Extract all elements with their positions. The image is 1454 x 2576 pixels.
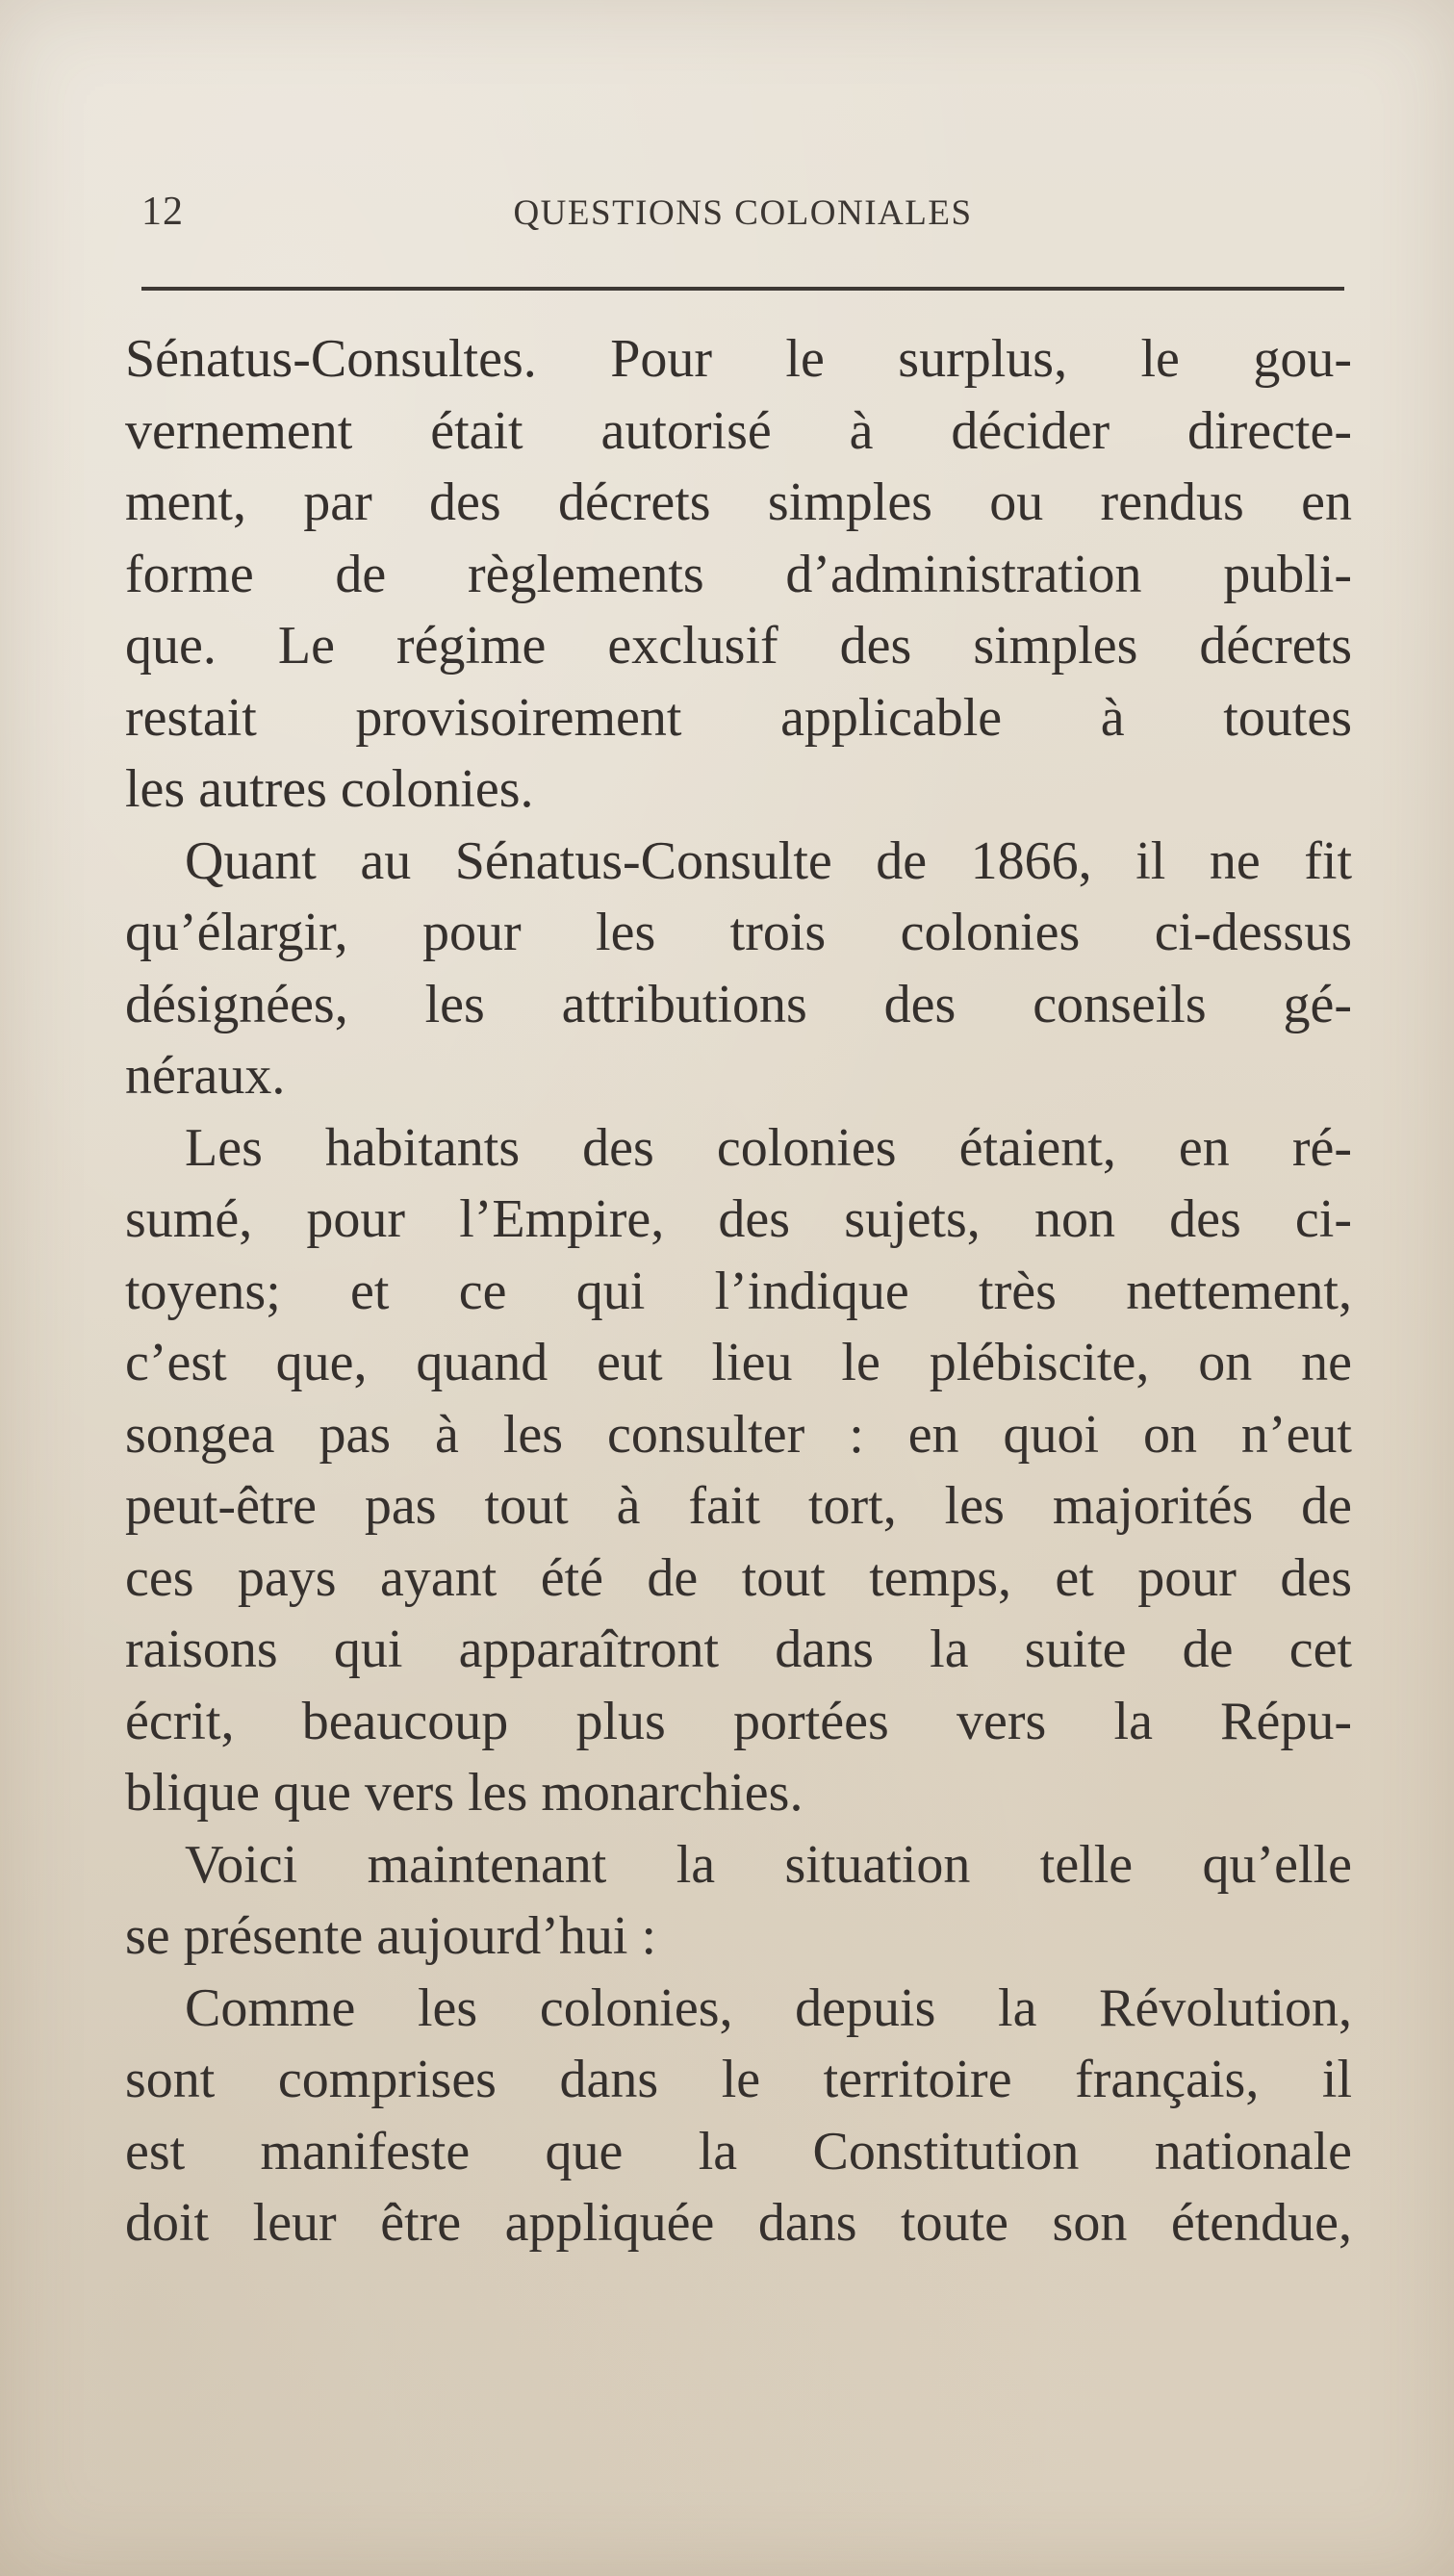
header-rule	[141, 287, 1344, 291]
text-line: Quant au Sénatus-Consulte de 1866, il ne fit	[185, 830, 1352, 891]
text-line: restait provisoirement applicable à toutes	[125, 687, 1352, 748]
text-line: néraux.	[125, 1046, 286, 1106]
text-line: désignées, les attributions des conseils gé-	[125, 974, 1352, 1034]
text-line: raisons qui apparaîtront dans la suite de cet	[125, 1620, 1352, 1679]
text-line: Les habitants des colonies étaient, en ré-	[185, 1117, 1352, 1178]
page-header	[141, 189, 1344, 246]
text-line: c’est que, quand eut lieu le plébiscite, on ne	[125, 1333, 1352, 1392]
text-line: toyens; et ce qui l’indique très nettement,	[125, 1261, 1352, 1321]
text-line: écrit, beaucoup plus portées vers la Répu-	[125, 1691, 1352, 1751]
text-line: que. Le régime exclusif des simples décrets	[125, 616, 1352, 676]
text-line: vernement était autorisé à décider directe-	[125, 400, 1352, 461]
body-text	[125, 323, 1352, 2259]
text-line: Voici maintenant la situation telle qu’elle	[185, 1834, 1352, 1895]
text-line: forme de règlements d’administration publi-	[125, 544, 1352, 604]
text-line: se présente aujourd’hui :	[125, 1906, 657, 1966]
text-line: les autres colonies.	[125, 759, 534, 819]
page-number: 12	[141, 190, 184, 234]
text-line: doit leur être appliquée dans toute son étendue,	[125, 2193, 1352, 2253]
text-line: ces pays ayant été de tout temps, et pour des	[125, 1547, 1352, 1608]
text-line: Comme les colonies, depuis la Révolution,	[185, 1977, 1352, 2038]
text-line: sumé, pour l’Empire, des sujets, non des ci-	[125, 1189, 1352, 1249]
text-line: Sénatus-Consultes. Pour le surplus, le gou-	[125, 329, 1352, 389]
running-title: QUESTIONS COLONIALES	[513, 193, 973, 233]
text-line: qu’élargir, pour les trois colonies ci-dessus	[125, 903, 1352, 962]
text-line: ment, par des décrets simples ou rendus en	[125, 472, 1352, 532]
text-line: blique que vers les monarchies.	[125, 1763, 804, 1823]
text-line: songea pas à les consulter : en quoi on n’eut	[125, 1404, 1352, 1465]
text-line: est manifeste que la Constitution nationale	[125, 2121, 1352, 2181]
text-line: sont comprises dans le territoire français, il	[125, 2050, 1352, 2109]
text-line: peut-être pas tout à fait tort, les majorités de	[125, 1476, 1352, 1536]
